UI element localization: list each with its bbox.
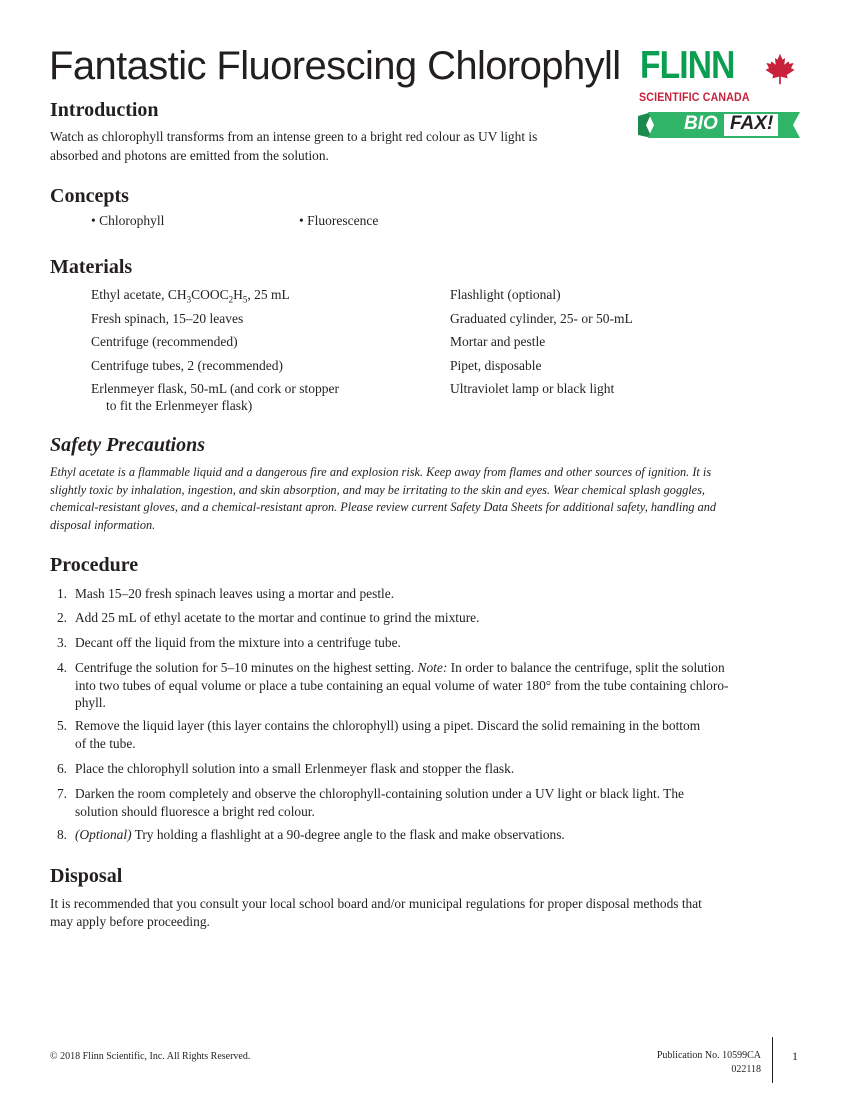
logo-bio: BIO [684,113,718,134]
material-item: Graduated cylinder, 25- or 50-mL [450,311,633,326]
procedure-step: 4. Centrifuge the solution for 5–10 minutes on the highest setting. Note: In order to balance the centrifuge, split the solution into two tubes of equal volume or place a tube containing an equal volume of water 180° from the tube containing chloro- phyll. [56,660,729,710]
material-item: Fresh spinach, 15–20 leaves [91,311,244,326]
material-item: Pipet, disposable [450,358,542,373]
introduction-heading: Introduction [50,99,159,121]
footer-divider [772,1037,773,1083]
copyright: © 2018 Flinn Scientific, Inc. All Rights Reserved. [50,1051,251,1062]
material-item: Flashlight (optional) [450,287,561,302]
procedure-step: 8. (Optional) Try holding a flashlight at a 90-degree angle to the flask and make observations. [56,827,565,842]
material-item: Ethyl acetate, $CH_3COOC_2H_5$, 25 mL [91,287,290,305]
concept-item: • Chlorophyll [91,213,165,228]
disposal-text: It is recommended that you consult your local school board and/or municipal regulations for proper disposal methods that may apply before proceeding. [50,896,702,929]
introduction-line-1: Watch as chlorophyll transforms from an intense green to a bright red colour as UV light is [50,129,538,144]
materials-heading: Materials [50,256,133,278]
introduction-line-2: absorbed and photons are emitted from the solution. [50,148,329,163]
concept-label: Chlorophyll [99,213,165,228]
procedure-step: 5. Remove the liquid layer (this layer contains the chlorophyll) using a pipet. Discard the solid remaining in the bottom of the tube. [56,718,701,751]
logo-fax: FAX! [730,113,774,134]
concept-item: • Fluorescence [299,213,379,228]
procedure-step: 3. Decant off the liquid from the mixture into a centrifuge tube. [56,635,401,650]
safety-heading: Safety Precautions [50,434,205,456]
introduction-text [50,127,537,165]
material-item: Erlenmeyer flask, 50-mL (and cork or stopper to fit the Erlenmeyer flask) [91,381,340,413]
safety-text: Ethyl acetate is a flammable liquid and a dangerous fire and explosion risk. Keep away from flames and other sources of ignition. It is slightly toxic by inhalation, ingestion, and skin absorption, and may be irritating to the skin and eyes. Wear chemical splash goggles, chemical-resistant gloves, and a chemical-resistant apron. Please review current Safety Data Sheets for additional safety, handling and disposal information. [50,465,717,532]
concepts-heading: Concepts [50,185,129,207]
procedure-step: 2. Add 25 mL of ethyl acetate to the mortar and continue to grind the mixture. [56,610,480,625]
procedure-step: 1. Mash 15–20 fresh spinach leaves using a mortar and pestle. [56,586,395,601]
concept-label: Fluorescence [307,213,379,228]
procedure-heading: Procedure [50,554,139,576]
disposal-heading: Disposal [50,865,123,887]
material-item: Centrifuge (recommended) [91,334,238,349]
material-item: Centrifuge tubes, 2 (recommended) [91,358,283,373]
procedure-step: 7. Darken the room completely and observe the chlorophyll-containing solution under a UV light or black light. The solution should fluoresce a bright red colour. [56,786,685,819]
publication-number: Publication No. 10599CA 022118 [656,1050,761,1075]
maple-leaf-icon [762,52,798,86]
logo-subtitle: SCIENTIFIC CANADA [639,92,750,104]
procedure-step: 6. Place the chlorophyll solution into a small Erlenmeyer flask and stopper the flask. [56,761,515,776]
material-item: Mortar and pestle [450,334,546,349]
logo-brand: FLINN [640,44,735,87]
flinn-logo [638,44,803,143]
page-number: 1 [792,1049,798,1063]
page-title: Fantastic Fluorescing Chlorophyll [49,44,621,88]
material-item: Ultraviolet lamp or black light [450,381,615,396]
